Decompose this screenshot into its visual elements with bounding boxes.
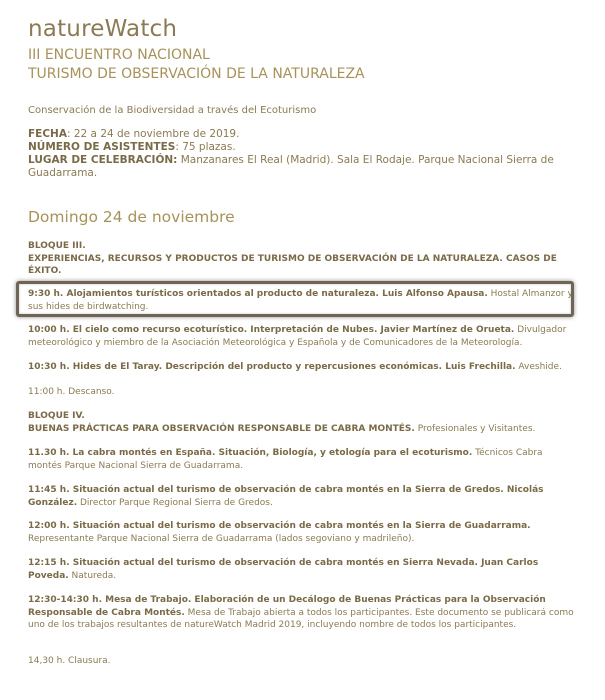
agenda-item xyxy=(28,324,576,349)
bloque4-subtitle-text: Profesionales y Visitantes. xyxy=(414,423,536,434)
highlight-box xyxy=(16,281,574,317)
agenda-item xyxy=(28,484,576,509)
bloque3-subtitle: EXPERIENCIAS, RECURSOS Y PRODUCTOS DE TURISMO DE OBSERVACIÓN DE LA NATURALEZA. CASOS DE ÉXITO. xyxy=(28,253,557,276)
bloque3-header xyxy=(28,240,576,278)
agenda-item xyxy=(28,655,576,668)
agenda-item xyxy=(28,594,576,632)
asistentes-label: NÚMERO DE ASISTENTES xyxy=(28,141,176,153)
brand-title: natureWatch xyxy=(28,16,178,42)
agenda-item-text: Técnicos Cabra montés Parque Nacional Sierra de Guadarrama. xyxy=(28,448,543,471)
event-title-line2: TURISMO DE OBSERVACIÓN DE LA NATURALEZA xyxy=(28,66,365,82)
agenda-item-text: Representante Parque Nacional Sierra de Guadarrama (lados segoviano y madrileño). xyxy=(28,533,415,544)
agenda-item-title: 12:00 h. Situación actual del turismo de observación de cabra montés en la Sierra de Guadarrama. xyxy=(28,521,531,531)
agenda-item xyxy=(28,386,576,399)
agenda-item xyxy=(28,557,576,582)
asistentes-value: : 75 plazas. xyxy=(175,141,236,153)
bloque4-subtitle: BUENAS PRÁCTICAS PARA OBSERVACIÓN RESPONSABLE DE CABRA MONTÉS. xyxy=(28,423,415,434)
agenda-item-text: 14,30 h. Clausura. xyxy=(28,656,111,666)
lugar-label: LUGAR DE CELEBRACIÓN: xyxy=(28,154,178,166)
fecha-label: FECHA xyxy=(28,128,67,140)
bloque4-header xyxy=(28,410,576,435)
agenda-item-text: Hostal Almanzor y sus hides de birdwatching. xyxy=(28,289,573,312)
info-asistentes xyxy=(28,141,588,154)
event-subtitle: Conservación de la Biodiversidad a través del Ecoturismo xyxy=(28,105,317,116)
lugar-value: Manzanares El Real (Madrid). Sala El Rodaje. Parque Nacional Sierra de Guadarrama. xyxy=(28,154,554,179)
agenda-item-title: 12:30-14:30 h. Mesa de Trabajo. Elaboración de un Decálogo de Buenas Prácticas para la Observación Responsable de Cabra Montés. xyxy=(28,595,546,618)
agenda-item-text: Divulgador meteorológico y miembro de la Asociación Meteorológica y Española y de Comunicadores de la Meteorología. xyxy=(28,325,567,348)
agenda-item-text: Director Parque Regional Sierra de Gredos. xyxy=(77,497,273,508)
day-heading: Domingo 24 de noviembre xyxy=(28,208,235,226)
agenda-item xyxy=(28,520,576,545)
fecha-value: : 22 a 24 de noviembre de 2019. xyxy=(66,128,240,140)
agenda-item-text: 11:00 h. Descanso. xyxy=(28,387,115,397)
agenda-item-title: 9:30 h. Alojamientos turísticos orientados al producto de naturaleza. Luis Alfonso Apausa. xyxy=(28,289,488,299)
agenda-item-text: Natureda. xyxy=(68,570,117,581)
agenda-item-text: Mesa de Trabajo abierta a todos los participantes. Este documento se publicará como uno de los trabajos resultantes de natureWatch Madrid 2019, incluyendo nombre de todos los participantes. xyxy=(28,607,574,630)
agenda-item-text: Aveshide. xyxy=(515,362,562,372)
agenda-item-title: 12:15 h. Situación actual del turismo de observación de cabra montés en Sierra Nevada. Juan Carlos Poveda. xyxy=(28,558,539,581)
info-fecha xyxy=(28,128,588,141)
agenda-item xyxy=(28,447,576,472)
agenda-item-title: 10:00 h. El cielo como recurso ecoturístico. Interpretación de Nubes. Javier Martínez de Orueta. xyxy=(28,325,515,335)
info-lugar xyxy=(28,154,588,180)
agenda-item xyxy=(28,361,576,374)
agenda-item-title: 10:30 h. Hides de El Taray. Descripción del producto y repercusiones económicas. Luis Frechilla. xyxy=(28,362,516,372)
agenda-item-title: 11:45 h. Situación actual del turismo de observación de cabra montés en la Sierra de Gredos. Nicolás González. xyxy=(28,485,544,508)
bloque3-title: BLOQUE III. xyxy=(28,241,86,251)
event-title-line1: III ENCUENTRO NACIONAL xyxy=(28,47,210,63)
agenda-item-title: 11.30 h. La cabra montés en España. Situación, Biología, y etología para el ecoturismo. xyxy=(28,448,473,458)
bloque4-title: BLOQUE IV. xyxy=(28,411,85,421)
